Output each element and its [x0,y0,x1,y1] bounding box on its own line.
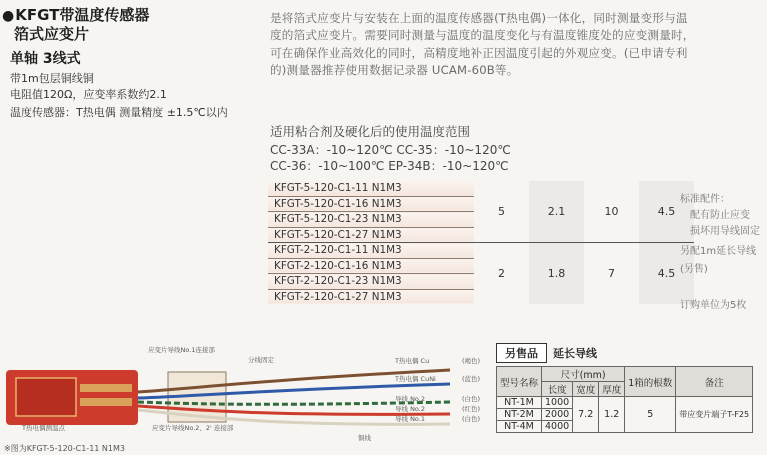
table-header-row: 型号名称 尺寸(mm) 1箱的根数 备注 [497,367,753,382]
model-table [268,181,694,304]
spec-resistance: 电阻值120Ω，应变率系数约2.1 [10,88,167,101]
footer-note: ※图为KFGT-5-120-C1-11 N1M3 [4,444,125,453]
solder-pad [80,398,132,406]
table-row: NT-4M 4000 [497,421,753,433]
temp-line-2: CC-36：-10~100℃ EP-34B：-10~120℃ [270,159,509,173]
diagram-label: 导线 No.2 [395,395,425,403]
note-6: 订购单位为5枚 [680,300,747,311]
table-row: KFGT-2-120-C1-23 N1M3 [268,274,694,290]
table-row: KFGT-2-120-C1-16 N1M3 [268,258,694,274]
product-title: ●KFGT带温度传感器 箔式应变片 [2,6,150,43]
accessory-header [496,342,597,363]
spec-sensor: 温度传感器：T热电偶 测量精度 ±1.5℃以内 [10,106,228,119]
diagram-label: T热电偶 CuNi [395,375,436,383]
spec-lead: 带1m包层铜线铜 [10,72,94,85]
table-subheader-row: 长度 宽度 厚度 [497,382,753,397]
table-row: KFGT-5-120-C1-27 N1M3 [268,227,694,243]
gauge-grid [16,378,76,416]
diagram-label: 铜线 [358,434,371,442]
table-row: KFGT-2-120-C1-11 N1M3 2 1.8 7 4.5 [268,243,694,259]
table-row: KFGT-5-120-C1-11 N1M3 5 2.1 10 4.5 [268,181,694,196]
accessory-table [496,366,753,433]
temp-heading: 适用粘合剂及硬化后的使用温度范围 [270,124,471,139]
table-row: KFGT-2-120-C1-27 N1M3 [268,289,694,304]
diagram-label: T热电偶测温点 [22,424,65,432]
table-row: KFGT-5-120-C1-16 N1M3 [268,196,694,212]
note-1: 标准配件： [680,194,730,205]
color-label: (白色) [462,415,481,423]
solder-pad [80,384,132,392]
note-2: 配有防止应变 [690,210,750,221]
spec-type: 单轴 3线式 [10,51,81,67]
note-5: (另售) [680,264,708,275]
diagram-label: 导线 No.2 [395,405,425,413]
temp-line-1: CC-33A：-10~120℃ CC-35：-10~120℃ [270,143,511,157]
description: 是将箔式应变片与安装在上面的温度传感器(T热电偶)一体化，同时测量变形与温 度的箔式应变片。需要同时测量与温度的温度变化与有温度锥度处的应变测量时， 可在确保作业高效化的同时，高精度地补正因温度引起的外观应变。(已申请专利 的)测量器推荐使用数据记录器 UCAM-60B等。 [270,11,695,78]
table-row: NT-1M 1000 7.2 1.2 5 带应变片端子T-F25 [497,397,753,409]
note-3: 损坏用导线固定 [690,226,760,237]
diagram-label: 应变片导线No.2、2' 连接部 [152,424,234,432]
color-label: (褐色) [462,357,481,365]
diagram-label: T热电偶 Cu [395,357,430,365]
table-row: KFGT-5-120-C1-23 N1M3 [268,212,694,228]
diagram-label: 分线固定 [248,356,274,364]
accessory-title: 延长导线 [553,347,597,360]
bullet-icon: ● [2,8,15,24]
diagram-label: 导线 No.1 [395,415,425,423]
color-label: (蓝色) [462,375,481,383]
table-row: NT-2M 2000 [497,409,753,421]
note-4: 另配1m延长导线 [680,246,757,257]
accessory-tag: 另售品 [496,343,547,363]
color-label: (白色) [462,395,481,403]
diagram-label: 应变片导线No.1连接部 [148,346,215,354]
color-label: (红色) [462,405,481,413]
